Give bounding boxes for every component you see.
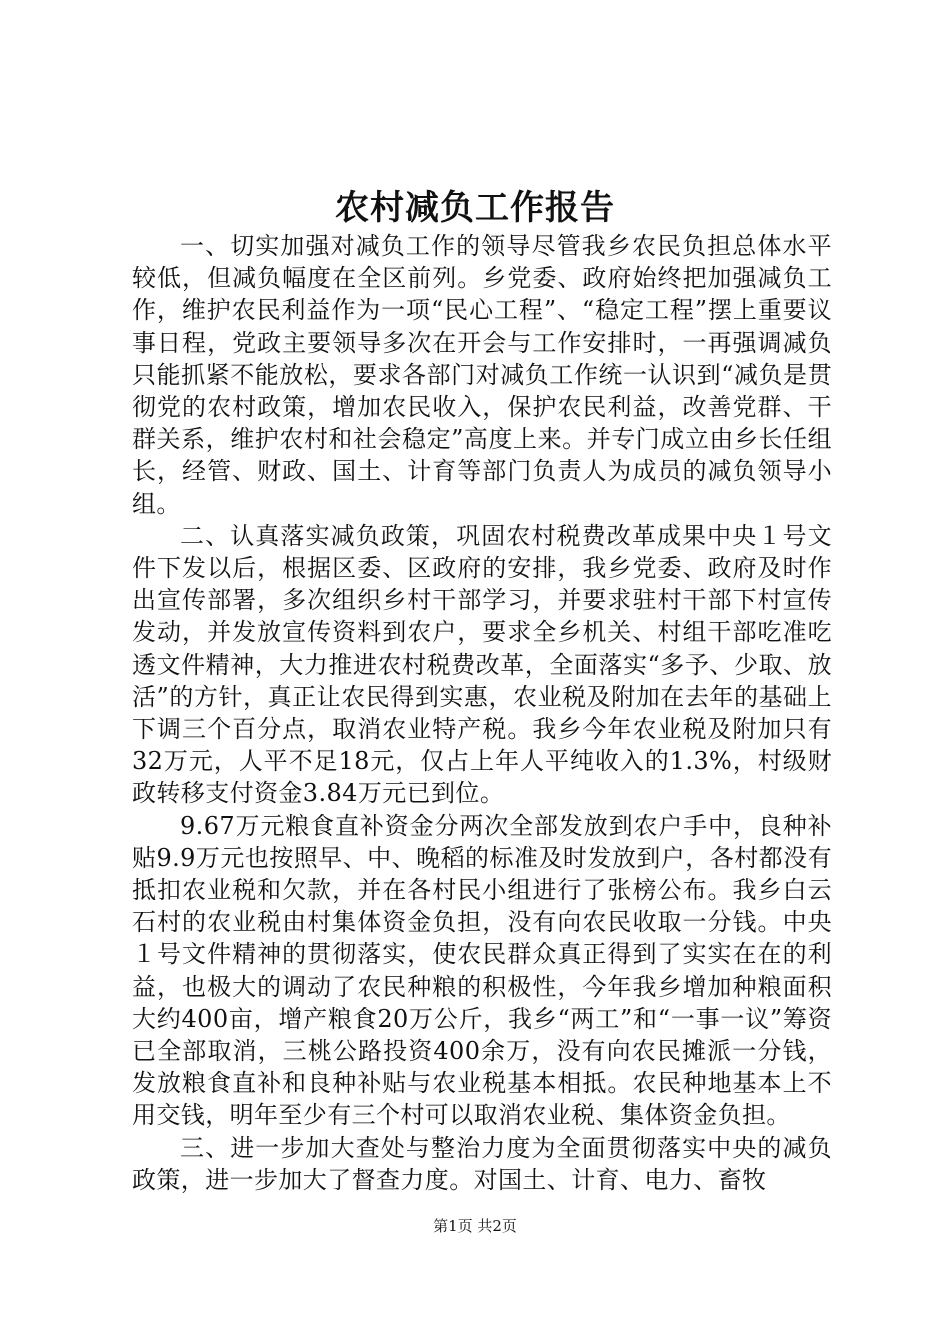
paragraph-1: 一、切实加强对减负工作的领导尽管我乡农民负担总体水平较低，但减负幅度在全区前列。乡党委、政府始终把加强减负工作，维护农民利益作为一项“民心工程”、“稳定工程”摆上重要议事日程，党政主要领导多次在开会与工作安排时，一再强调减负只能抓紧不能放松，要求各部门对减负工作统一认识到“减负是贯彻党的农村政策，增加农民收入，保护农民利益，改善党群、干群关系，维护农村和社会稳定”高度上来。并专门成立由乡长任组长，经管、财政、国土、计育等部门负责人为成员的减负领导小组。 <box>132 232 832 518</box>
paragraph-4: 三、进一步加大查处与整治力度为全面贯彻落实中央的减负政策，进一步加大了督查力度。对国土、计育、电力、畜牧 <box>132 1133 832 1194</box>
page-number-footer: 第1页 共2页 <box>433 1217 517 1235</box>
paragraph-2: 二、认真落实减负政策，巩固农村税费改革成果中央１号文件下发以后，根据区委、区政府的安排，我乡党委、政府及时作出宣传部署，多次组织乡村干部学习，并要求驻村干部下村宣传发动，并发放宣传资料到农户，要求全乡机关、村组干部吃准吃透文件精神，大力推进农村税费改革，全面落实“多予、少取、放活”的方针，真正让农民得到实惠，农业税及附加在去年的基础上下调三个百分点，取消农业特产税。我乡今年农业税及附加只有32万元，人平不足18元，仅占上年人平纯收入的1.3%，村级财政转移支付资金3.84万元已到位。 <box>132 521 832 808</box>
paragraph-3: 9.67万元粮食直补资金分两次全部发放到农户手中，良种补贴9.9万元也按照早、中、晚稻的标准及时发放到户，各村都没有抵扣农业税和欠款，并在各村民小组进行了张榜公布。我乡白云石村的农业税由村集体资金负担，没有向农民收取一分钱。中央１号文件精神的贯彻落实，使农民群众真正得到了实实在在的利益，也极大的调动了农民种粮的积极性，今年我乡增加种粮面积大约400亩，增产粮食20万公斤，我乡“两工”和“一事一议”筹资已全部取消，三桃公路投资400余万，没有向农民摊派一分钱，发放粮食直补和良种补贴与农业税基本相抵。农民种地基本上不用交钱，明年至少有三个村可以取消农业税、集体资金负担。 <box>132 811 832 1130</box>
document-title: 农村减负工作报告 <box>335 188 615 228</box>
document-body <box>132 230 832 1196</box>
